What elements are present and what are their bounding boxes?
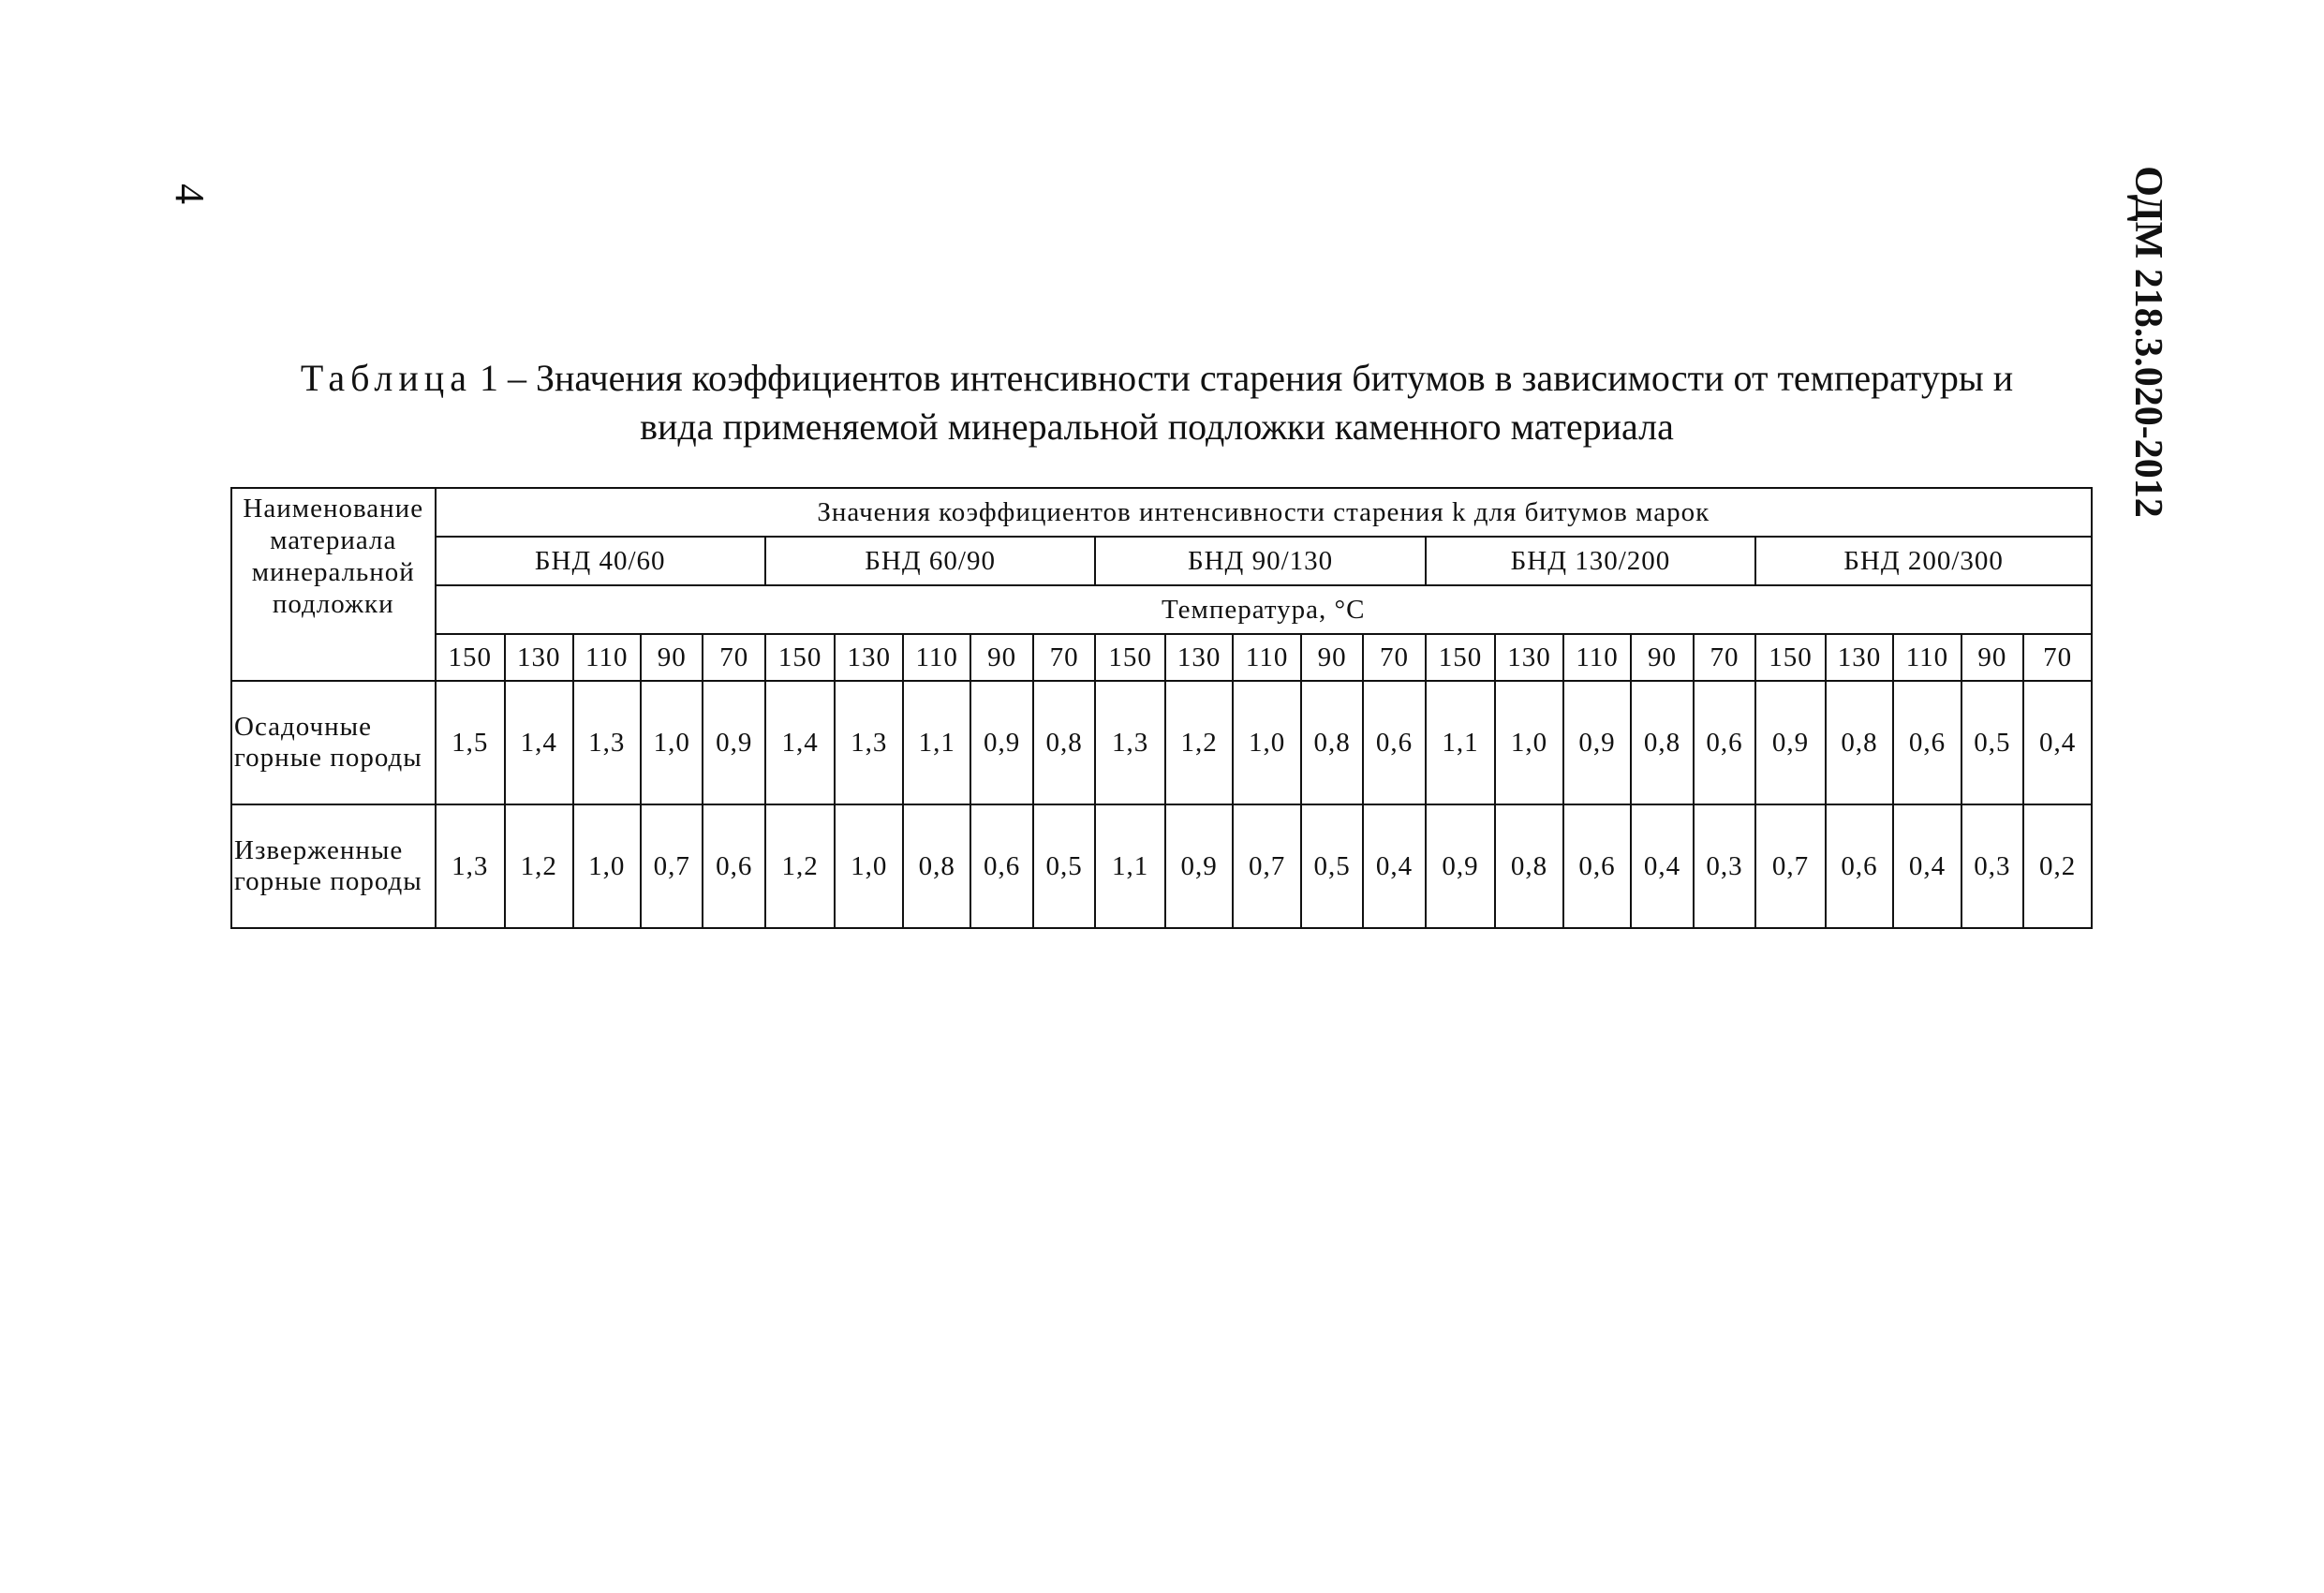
document-code-text: ОДМ 218.3.020-2012	[2126, 166, 2169, 518]
temperature-cell: 70	[2023, 634, 2092, 681]
value-cell: 0,4	[2023, 681, 2092, 804]
temperature-header: Температура, °С	[436, 585, 2093, 634]
temperature-cell: 90	[1301, 634, 1363, 681]
temperature-cell: 130	[1495, 634, 1563, 681]
value-cell: 1,2	[765, 804, 836, 928]
value-cell: 0,5	[1033, 804, 1095, 928]
temperature-cell: 90	[641, 634, 703, 681]
value-cell: 0,5	[1961, 681, 2023, 804]
temperature-cell: 150	[1426, 634, 1496, 681]
temperature-cell: 110	[573, 634, 642, 681]
caption-text-1: 1 – Значения коэффициентов интенсивности старения битумов в зависимости от температуры и	[479, 357, 2014, 399]
temperature-cell: 130	[1165, 634, 1234, 681]
row-label: Осадочные горные породы	[231, 681, 436, 804]
value-cell: 0,8	[1495, 804, 1563, 928]
temperature-cell: 70	[1033, 634, 1095, 681]
value-cell: 1,4	[505, 681, 573, 804]
grade-header: БНД 90/130	[1095, 537, 1425, 585]
top-header: Значения коэффициентов интенсивности старения k для битумов марок	[436, 488, 2093, 537]
page-number: 4	[167, 184, 214, 204]
temperature-cell: 90	[970, 634, 1032, 681]
temperature-cell: 110	[903, 634, 971, 681]
value-cell: 0,6	[1893, 681, 1961, 804]
value-cell: 0,9	[1165, 804, 1234, 928]
caption-line-1	[225, 354, 2089, 403]
row-label: Изверженные горные породы	[231, 804, 436, 928]
caption-lead: Таблица	[300, 357, 472, 399]
temperature-cell: 70	[703, 634, 764, 681]
value-cell: 1,3	[1095, 681, 1165, 804]
temperature-cell: 130	[1826, 634, 1894, 681]
value-cell: 1,3	[436, 804, 506, 928]
temperature-cell: 70	[1694, 634, 1755, 681]
grade-header-row	[231, 537, 2092, 585]
value-cell: 1,2	[505, 804, 573, 928]
value-cell: 0,7	[1755, 804, 1826, 928]
grade-header: БНД 40/60	[436, 537, 765, 585]
value-cell: 1,2	[1165, 681, 1234, 804]
temperature-cell: 150	[765, 634, 836, 681]
value-cell: 0,6	[1563, 804, 1632, 928]
value-cell: 0,7	[1233, 804, 1301, 928]
temperature-cell: 70	[1363, 634, 1425, 681]
value-cell: 0,8	[1033, 681, 1095, 804]
aging-coefficients-table	[230, 487, 2093, 929]
temperature-cell: 90	[1961, 634, 2023, 681]
value-cell: 1,1	[1095, 804, 1165, 928]
value-cell: 0,9	[970, 681, 1032, 804]
value-cell: 0,8	[1631, 681, 1693, 804]
table-row	[231, 681, 2092, 804]
value-cell: 0,4	[1363, 804, 1425, 928]
value-cell: 0,6	[703, 804, 764, 928]
temperature-cell: 110	[1233, 634, 1301, 681]
value-cell: 1,0	[835, 804, 903, 928]
temperature-cell: 150	[1095, 634, 1165, 681]
value-cell: 0,3	[1961, 804, 2023, 928]
value-cell: 1,5	[436, 681, 506, 804]
value-cell: 0,7	[641, 804, 703, 928]
temperature-values-row	[231, 634, 2092, 681]
value-cell: 0,8	[1826, 681, 1894, 804]
value-cell: 1,1	[1426, 681, 1496, 804]
value-cell: 0,5	[1301, 804, 1363, 928]
temperature-cell: 90	[1631, 634, 1693, 681]
value-cell: 1,0	[573, 804, 642, 928]
value-cell: 0,9	[1563, 681, 1632, 804]
value-cell: 0,9	[703, 681, 764, 804]
value-cell: 1,0	[641, 681, 703, 804]
header-row-top	[231, 488, 2092, 537]
temperature-cell: 150	[1755, 634, 1826, 681]
value-cell: 1,3	[835, 681, 903, 804]
value-cell: 1,1	[903, 681, 971, 804]
value-cell: 0,8	[1301, 681, 1363, 804]
table-caption	[225, 354, 2089, 451]
temperature-cell: 150	[436, 634, 506, 681]
value-cell: 0,3	[1694, 804, 1755, 928]
value-cell: 1,0	[1495, 681, 1563, 804]
caption-line-2: вида применяемой минеральной подложки каменного материала	[640, 406, 1674, 448]
value-cell: 1,0	[1233, 681, 1301, 804]
value-cell: 0,8	[903, 804, 971, 928]
grade-header: БНД 60/90	[765, 537, 1095, 585]
value-cell: 0,4	[1893, 804, 1961, 928]
table-row	[231, 804, 2092, 928]
value-cell: 0,4	[1631, 804, 1693, 928]
value-cell: 0,9	[1755, 681, 1826, 804]
value-cell: 0,6	[970, 804, 1032, 928]
value-cell: 0,2	[2023, 804, 2092, 928]
value-cell: 0,6	[1363, 681, 1425, 804]
grade-header: БНД 200/300	[1755, 537, 2092, 585]
temperature-cell: 110	[1563, 634, 1632, 681]
temperature-cell: 110	[1893, 634, 1961, 681]
grade-header: БНД 130/200	[1426, 537, 1755, 585]
value-cell: 1,4	[765, 681, 836, 804]
temperature-header-row	[231, 585, 2092, 634]
temperature-cell: 130	[505, 634, 573, 681]
value-cell: 1,3	[573, 681, 642, 804]
temperature-cell: 130	[835, 634, 903, 681]
corner-header: Наименование материала минеральной подложки	[231, 488, 436, 681]
value-cell: 0,6	[1694, 681, 1755, 804]
value-cell: 0,6	[1826, 804, 1894, 928]
value-cell: 0,9	[1426, 804, 1496, 928]
